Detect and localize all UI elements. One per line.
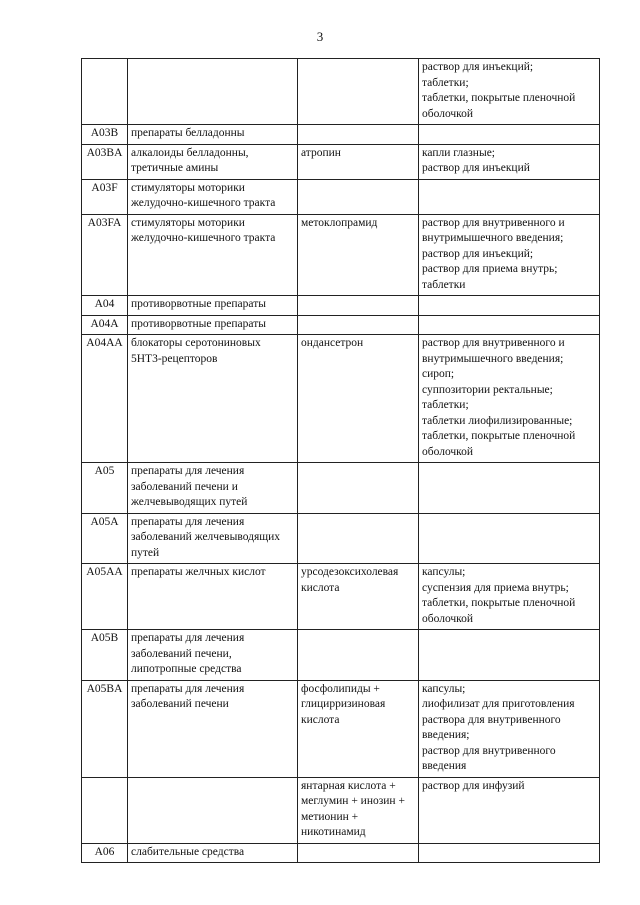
inn-cell: ондансетрон [298, 335, 419, 463]
pharmacological-group-cell [128, 59, 298, 125]
atc-code-cell: A04A [82, 315, 128, 335]
inn-cell [298, 125, 419, 145]
table-row [82, 179, 600, 214]
inn-cell: урсодезоксихолевая кислота [298, 564, 419, 630]
inn-cell [298, 59, 419, 125]
atc-code-cell: A03BA [82, 144, 128, 179]
table-row [82, 144, 600, 179]
dosage-forms-cell: капсулы; суспензия для приема внутрь; таблетки, покрытые пленочной оболочкой [419, 564, 600, 630]
atc-code-cell [82, 59, 128, 125]
atc-code-cell: A05AA [82, 564, 128, 630]
pharmacological-group-cell: противорвотные препараты [128, 296, 298, 316]
pharmacological-group-cell: стимуляторы моторики желудочно-кишечного тракта [128, 214, 298, 296]
table-row [82, 59, 600, 125]
table-row [82, 335, 600, 463]
pharmacological-group-cell: препараты для лечения заболеваний желчевыводящих путей [128, 513, 298, 564]
table-row [82, 843, 600, 863]
table-row [82, 680, 600, 777]
pharmacological-group-cell: противорвотные препараты [128, 315, 298, 335]
dosage-forms-cell: капли глазные; раствор для инъекций [419, 144, 600, 179]
dosage-forms-cell [419, 315, 600, 335]
pharmacological-group-cell: препараты желчных кислот [128, 564, 298, 630]
inn-cell [298, 463, 419, 514]
dosage-forms-cell: раствор для инъекций; таблетки; таблетки, покрытые пленочной оболочкой [419, 59, 600, 125]
atc-code-cell: A05A [82, 513, 128, 564]
inn-cell: метоклопрамид [298, 214, 419, 296]
inn-cell [298, 630, 419, 681]
atc-code-cell: A05 [82, 463, 128, 514]
inn-cell: атропин [298, 144, 419, 179]
atc-code-cell [82, 777, 128, 843]
pharmacological-group-cell: препараты для лечения заболеваний печени, липотропные средства [128, 630, 298, 681]
atc-code-cell: A04AA [82, 335, 128, 463]
dosage-forms-cell [419, 513, 600, 564]
pharmacological-group-cell: стимуляторы моторики желудочно-кишечного тракта [128, 179, 298, 214]
table-row [82, 125, 600, 145]
table-row [82, 564, 600, 630]
inn-cell [298, 179, 419, 214]
atc-code-cell: A06 [82, 843, 128, 863]
table-row [82, 777, 600, 843]
inn-cell [298, 843, 419, 863]
pharmacological-group-cell: слабительные средства [128, 843, 298, 863]
pharmacological-group-cell: препараты для лечения заболеваний печени [128, 680, 298, 777]
inn-cell [298, 315, 419, 335]
pharmacological-group-cell [128, 777, 298, 843]
atc-code-cell: A03FA [82, 214, 128, 296]
atc-code-cell: A03F [82, 179, 128, 214]
dosage-forms-cell [419, 179, 600, 214]
dosage-forms-cell: капсулы; лиофилизат для приготовления раствора для внутривенного введения; раствор для внутривенного введения [419, 680, 600, 777]
atc-code-cell: A04 [82, 296, 128, 316]
inn-cell [298, 513, 419, 564]
pharmacological-group-cell: препараты для лечения заболеваний печени и желчевыводящих путей [128, 463, 298, 514]
page-number: 3 [316, 29, 324, 44]
table-row [82, 463, 600, 514]
dosage-forms-cell: раствор для внутривенного и внутримышечного введения; сироп; суппозитории ректальные; таблетки; таблетки лиофилизированные; таблетки, покрытые пленочной оболочкой [419, 335, 600, 463]
inn-cell: фосфолипиды + глицирризиновая кислота [298, 680, 419, 777]
dosage-forms-cell [419, 630, 600, 681]
atc-code-cell: A05BA [82, 680, 128, 777]
dosage-forms-cell: раствор для внутривенного и внутримышечного введения; раствор для инъекций; раствор для приема внутрь; таблетки [419, 214, 600, 296]
inn-cell: янтарная кислота + меглумин + инозин + метионин + никотинамид [298, 777, 419, 843]
atc-code-cell: A05B [82, 630, 128, 681]
dosage-forms-cell [419, 463, 600, 514]
table-row [82, 214, 600, 296]
pharmacological-group-cell: алкалоиды белладонны, третичные амины [128, 144, 298, 179]
pharmacological-group-cell: препараты белладонны [128, 125, 298, 145]
table-row [82, 513, 600, 564]
dosage-forms-cell [419, 843, 600, 863]
dosage-forms-cell [419, 296, 600, 316]
drug-table [81, 58, 600, 863]
dosage-forms-cell: раствор для инфузий [419, 777, 600, 843]
table-row [82, 296, 600, 316]
table-row [82, 630, 600, 681]
table-row [82, 315, 600, 335]
atc-code-cell: A03B [82, 125, 128, 145]
pharmacological-group-cell: блокаторы серотониновых 5HT3-рецепторов [128, 335, 298, 463]
dosage-forms-cell [419, 125, 600, 145]
inn-cell [298, 296, 419, 316]
